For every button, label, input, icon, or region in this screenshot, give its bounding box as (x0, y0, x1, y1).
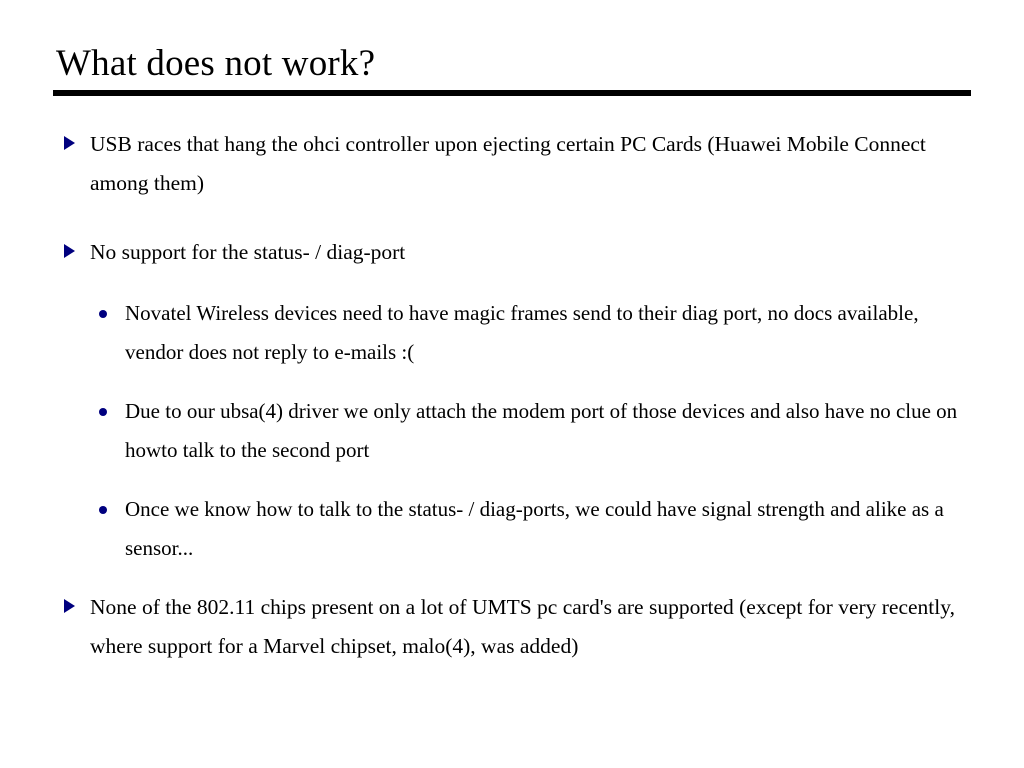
triangle-bullet-icon (64, 233, 82, 272)
list-item (56, 125, 976, 203)
list-item (56, 233, 976, 272)
page-title: What does not work? (56, 43, 376, 84)
slide-body (56, 125, 976, 688)
list-item-text: No support for the status- / diag-port (90, 240, 406, 264)
list-item (56, 294, 976, 372)
list-item (56, 588, 976, 666)
list-item-text: None of the 802.11 chips present on a lot of UMTS pc card's are supported (except for very recently, where support for a Marvel chipset, malo(4), was added) (90, 595, 955, 658)
list-item-text: USB races that hang the ohci controller upon ejecting certain PC Cards (Huawei Mobile Connect among them) (90, 132, 926, 195)
triangle-bullet-icon (64, 125, 82, 164)
triangle-bullet-icon (64, 588, 82, 627)
title-divider (53, 90, 971, 96)
sub-list (56, 294, 976, 568)
dot-bullet-icon (99, 506, 107, 514)
list-item (56, 490, 976, 568)
dot-bullet-icon (99, 408, 107, 416)
list-item-text: Once we know how to talk to the status- / diag-ports, we could have signal strength and alike as a sensor... (125, 497, 944, 560)
list-item-text: Novatel Wireless devices need to have magic frames send to their diag port, no docs available, vendor does not reply to e-mails :( (125, 301, 919, 364)
list-item-text: Due to our ubsa(4) driver we only attach the modem port of those devices and also have no clue on howto talk to the second port (125, 399, 958, 462)
list-item (56, 392, 976, 470)
dot-bullet-icon (99, 310, 107, 318)
